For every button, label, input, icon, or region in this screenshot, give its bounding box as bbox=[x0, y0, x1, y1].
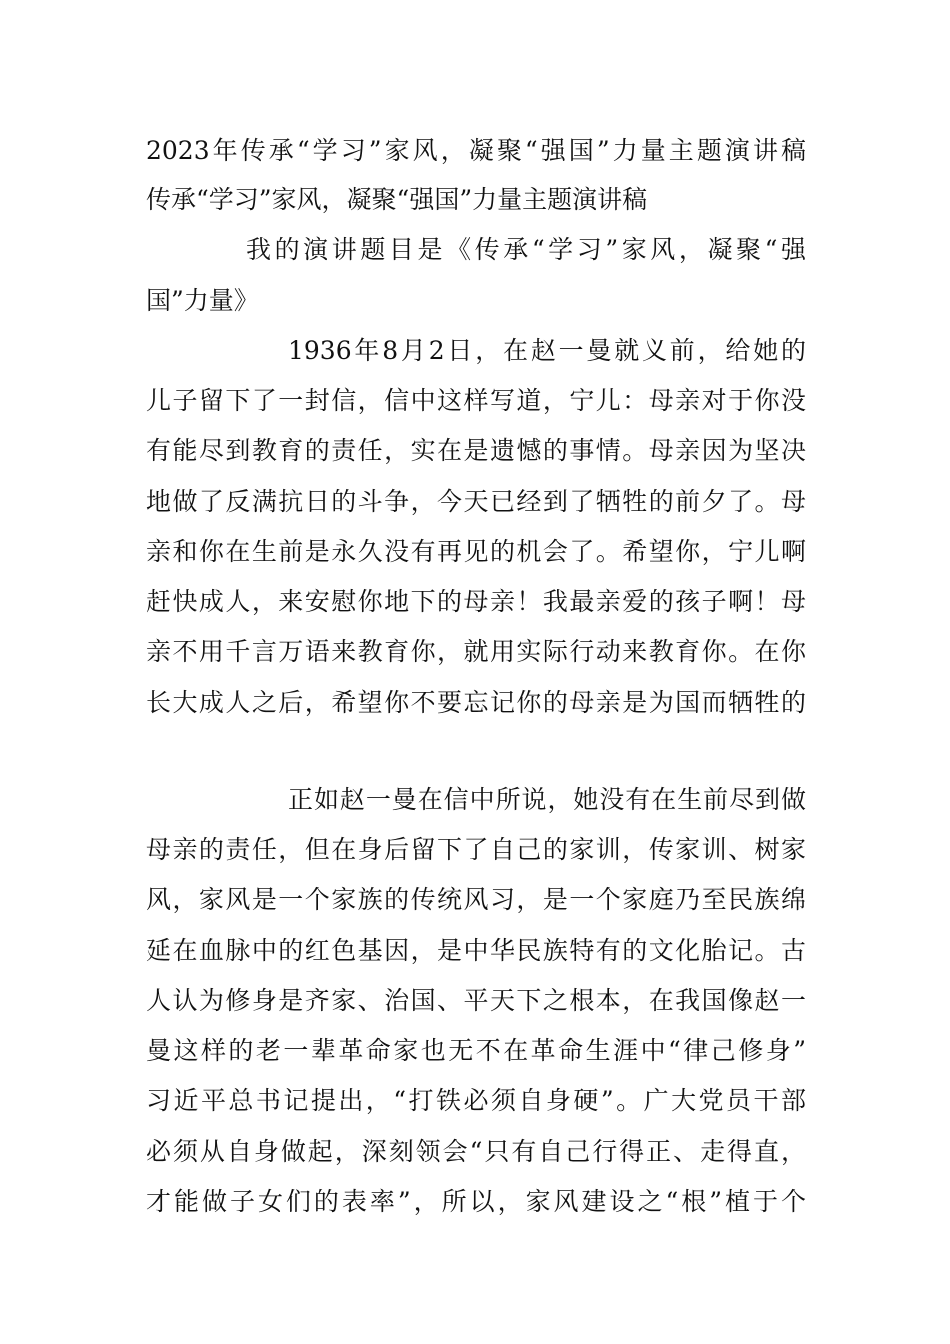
paragraph-line: 亲和你在生前是永久没有再见的机会了。希望你，宁儿啊 bbox=[146, 537, 806, 566]
paragraph-line: 人认为修身是齐家、治国、平天下之根本，在我国像赵一 bbox=[146, 986, 806, 1015]
paragraph-line: 延在血脉中的红色基因，是中华民族特有的文化胎记。古 bbox=[146, 936, 806, 965]
document-subtitle: 传承“学习”家风，凝聚“强国”力量主题演讲稿 bbox=[146, 185, 648, 214]
paragraph-line: 有能尽到教育的责任，实在是遗憾的事情。母亲因为坚决 bbox=[146, 436, 806, 465]
paragraph-line: 必须从自身做起，深刻领会“只有自己行得正、走得直， bbox=[146, 1137, 806, 1166]
paragraph-line: 正如赵一曼在信中所说，她没有在生前尽到做 bbox=[288, 785, 806, 814]
paragraph-line: 习近平总书记提出，“打铁必须自身硬”。广大党员干部 bbox=[146, 1086, 806, 1115]
paragraph-line: 我的演讲题目是《传承“学习”家风，凝聚“强 bbox=[246, 235, 806, 264]
document-title: 2023年传承“学习”家风，凝聚“强国”力量主题演讲稿 bbox=[146, 136, 806, 165]
paragraph-line: 国”力量》 bbox=[146, 286, 259, 315]
paragraph-line: 才能做子女们的表率”，所以，家风建设之“根”植于个 bbox=[146, 1187, 806, 1216]
paragraph-line: 儿子留下了一封信，信中这样写道，宁儿：母亲对于你没 bbox=[146, 386, 806, 415]
paragraph-line: 风，家风是一个家族的传统风习，是一个家庭乃至民族绵 bbox=[146, 885, 806, 914]
paragraph-line: 赶快成人，来安慰你地下的母亲！我最亲爱的孩子啊！母 bbox=[146, 587, 806, 616]
paragraph-line: 1936年8月2日，在赵一曼就义前，给她的 bbox=[288, 336, 806, 365]
paragraph-line: 母亲的责任，但在身后留下了自己的家训，传家训、树家 bbox=[146, 835, 806, 864]
paragraph-line: 曼这样的老一辈革命家也无不在革命生涯中“律己修身” bbox=[146, 1036, 806, 1065]
paragraph-line: 亲不用千言万语来教育你，就用实际行动来教育你。在你 bbox=[146, 637, 806, 666]
paragraph-line: 地做了反满抗日的斗争，今天已经到了牺牲的前夕了。母 bbox=[146, 487, 806, 516]
paragraph-line: 长大成人之后，希望你不要忘记你的母亲是为国而牺牲的 bbox=[146, 688, 806, 717]
